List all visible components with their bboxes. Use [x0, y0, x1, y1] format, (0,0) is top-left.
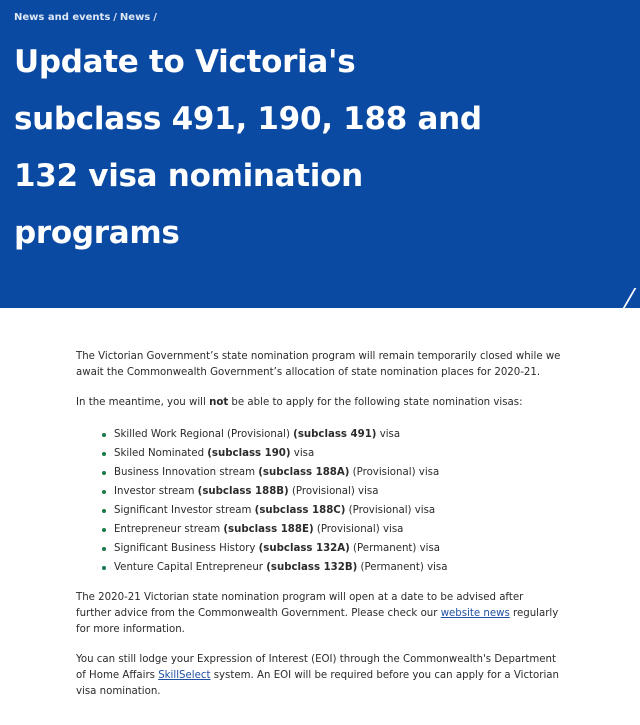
meantime-paragraph: In the meantime, you will not be able to apply for the following state nomination visas: — [76, 397, 523, 408]
breadcrumb-news-and-events[interactable]: News and events — [14, 12, 111, 23]
intro-paragraph: The Victorian Government’s state nomination program will remain temporarily closed while we await the Commonwealth Government’s allocation of state nomination places for 2020-21. — [76, 351, 561, 378]
list-item: Entrepreneur stream (subclass 188E) (Provisional) visa — [114, 520, 561, 539]
hero-decoration-line — [622, 288, 640, 308]
list-item: Venture Capital Entrepreneur (subclass 132B) (Permanent) visa — [114, 558, 561, 577]
list-item: Investor stream (subclass 188B) (Provisional) visa — [114, 482, 561, 501]
breadcrumb-news[interactable]: News — [119, 12, 151, 23]
skillselect-link[interactable]: SkillSelect — [158, 670, 211, 681]
visa-list — [76, 425, 561, 577]
list-item: Business Innovation stream (subclass 188A) (Provisional) visa — [114, 463, 561, 482]
eoi-paragraph: You can still lodge your Expression of Interest (EOI) through the Commonwealth's Department of Home Affairs SkillSelect system. An EOI will be required before you can apply for a Victorian visa nomination. — [76, 654, 559, 697]
hero-banner — [0, 0, 640, 308]
emphasis-not: not — [209, 397, 229, 408]
list-item: Skiled Nominated (subclass 190) visa — [114, 444, 561, 463]
breadcrumb-separator: / — [153, 12, 157, 23]
breadcrumb — [14, 12, 160, 23]
article-body — [76, 349, 561, 714]
website-news-link[interactable]: website news — [440, 608, 510, 619]
list-item: Significant Business History (subclass 132A) (Permanent) visa — [114, 539, 561, 558]
page-title: Update to Victoria's subclass 491, 190, 188 and 132 visa nomination programs — [14, 44, 482, 251]
list-item: Skilled Work Regional (Provisional) (subclass 491) visa — [114, 425, 561, 444]
program-open-paragraph: The 2020-21 Victorian state nomination program will open at a date to be advised after further advice from the Commonwealth Government. Please check our website news regularly for more information. — [76, 592, 559, 635]
breadcrumb-separator: / — [113, 12, 117, 23]
list-item: Significant Investor stream (subclass 188C) (Provisional) visa — [114, 501, 561, 520]
